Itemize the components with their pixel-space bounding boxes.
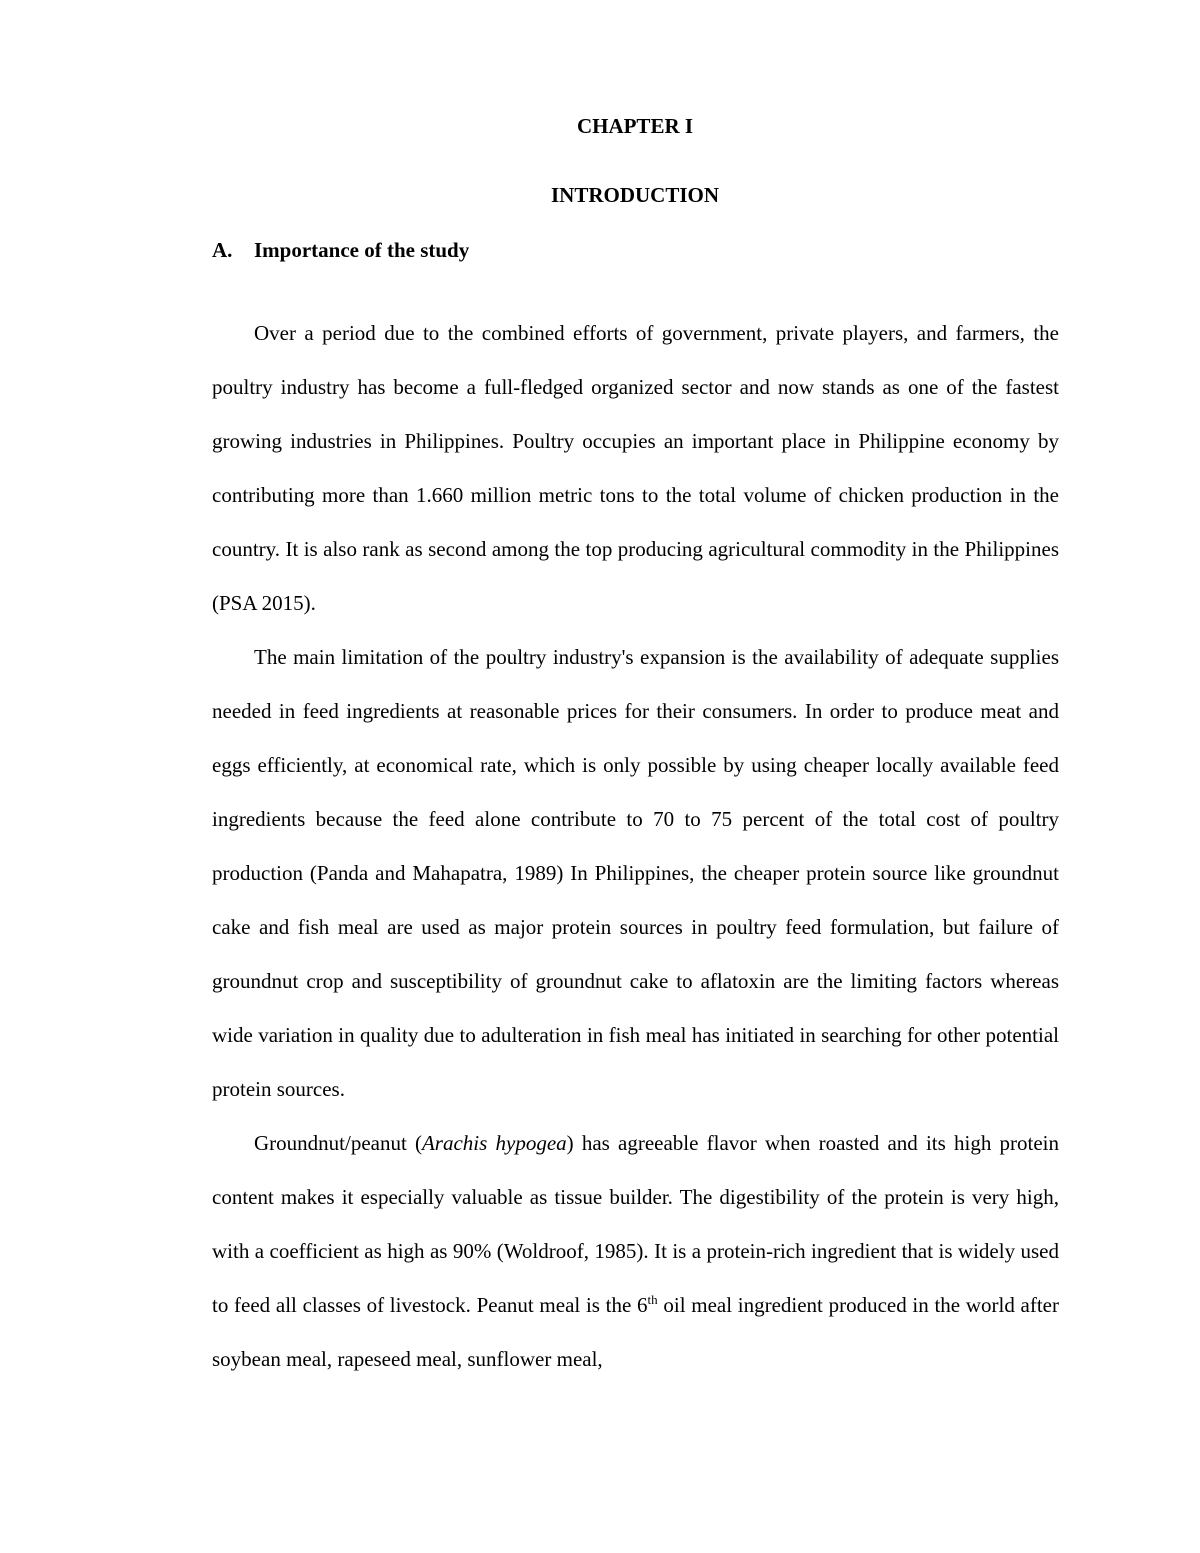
chapter-heading: CHAPTER I (576, 114, 694, 138)
paragraph-1: Over a period due to the combined efforts of government, private players, and farmers, the poultry industry has become a full-fledged organized sector and now stands as one of the fastest growing industries in Philippines. Poultry occupies an important place in Philippine economy by contributing more than 1.660 million metric tons to the total volume of chicken production in the country. It is also rank as second among the top producing agricultural commodity in the Philippines (PSA 2015). (212, 321, 1059, 615)
paragraph-3 (212, 1116, 1059, 1386)
paragraph-3-middle: ) has agreeable flavor when roasted and its high protein content makes it especially valuable as tissue builder. The digestibility of the protein is very high, with a coefficient as high as 90% (Woldroof, 1985). It is a protein-rich ingredient that is widely used to feed all classes of livestock. Peanut meal is the 6 (212, 1131, 1059, 1317)
paragraph-3-lead: Groundnut/peanut ( (254, 1131, 422, 1155)
paragraph-3-tail: oil meal ingredient produced in the world after soybean meal, rapeseed meal, sunflower meal, (212, 1293, 1059, 1371)
section-title: Importance of the study (254, 238, 470, 262)
section-heading (212, 236, 469, 264)
ordinal-superscript: th (647, 1292, 658, 1307)
species-name: Arachis hypogea (421, 1131, 567, 1155)
introduction-title: INTRODUCTION (550, 183, 720, 207)
section-letter: A. (212, 238, 233, 262)
body-text (212, 306, 1059, 1386)
paragraph-2: The main limitation of the poultry industry's expansion is the availability of adequate supplies needed in feed ingredients at reasonable prices for their consumers. In order to produce meat and eggs efficiently, at economical rate, which is only possible by using cheaper locally available feed ingredients because the feed alone contribute to 70 to 75 percent of the total cost of poultry production (Panda and Mahapatra, 1989) In Philippines, the cheaper protein source like groundnut cake and fish meal are used as major protein sources in poultry feed formulation, but failure of groundnut crop and susceptibility of groundnut cake to aflatoxin are the limiting factors whereas wide variation in quality due to adulteration in fish meal has initiated in searching for other potential protein sources. (212, 645, 1059, 1101)
